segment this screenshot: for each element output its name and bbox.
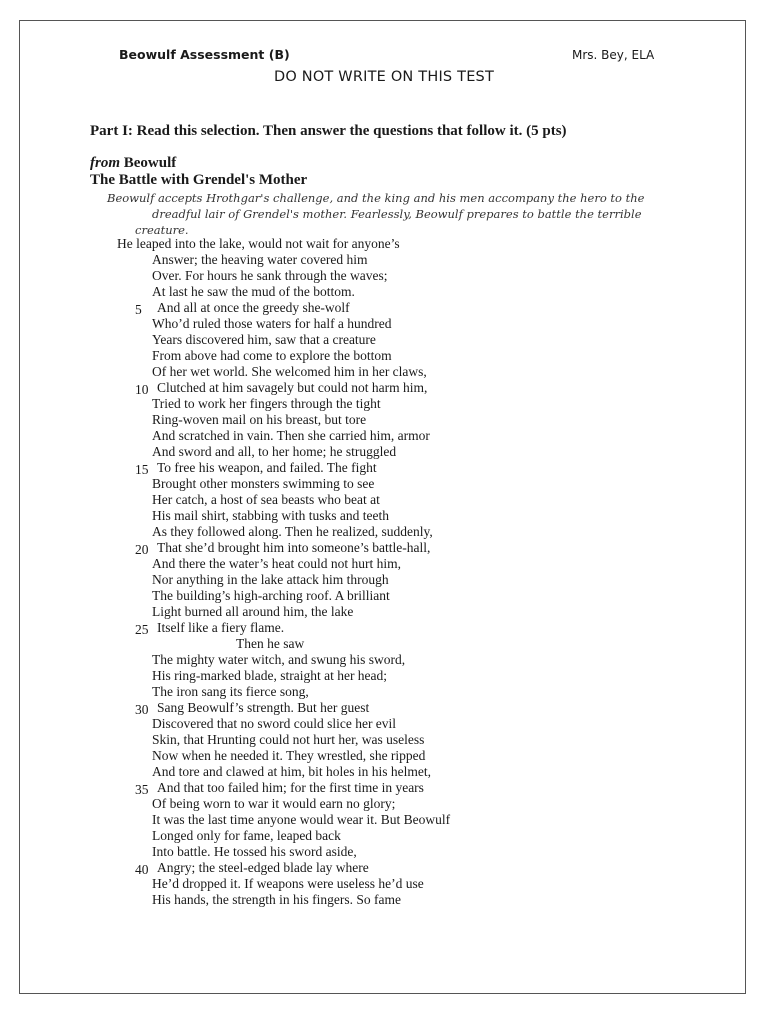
poem-line: And tore and clawed at him, bit holes in his helmet, bbox=[152, 764, 431, 779]
assessment-title: Beowulf Assessment (B) bbox=[119, 47, 290, 62]
poem-line: The mighty water witch, and swung his sword, bbox=[152, 652, 406, 667]
poem-line: Light burned all around him, the lake bbox=[152, 604, 354, 619]
poem-line: Longed only for fame, leaped back bbox=[152, 828, 341, 843]
intro-line: dreadful lair of Grendel's mother. Fearlessly, Beowulf prepares to battle the terrible bbox=[152, 207, 642, 221]
poem-line: His mail shirt, stabbing with tusks and teeth bbox=[152, 508, 389, 523]
poem-line: Answer; the heaving water covered him bbox=[152, 252, 368, 267]
line-number: 15 bbox=[135, 462, 149, 477]
poem-line: His ring-marked blade, straight at her head; bbox=[152, 668, 388, 683]
line-number: 40 bbox=[135, 862, 149, 877]
poem-line: As they followed along. Then he realized, suddenly, bbox=[152, 524, 433, 539]
poem-line: Nor anything in the lake attack him through bbox=[152, 572, 389, 587]
poem-line: Ring-woven mail on his breast, but tore bbox=[152, 412, 367, 427]
poem-line: He leaped into the lake, would not wait for anyone’s bbox=[117, 236, 400, 251]
line-number: 5 bbox=[135, 302, 142, 317]
poem-line: Her catch, a host of sea beasts who beat at bbox=[152, 492, 380, 507]
poem-line: That she’d brought him into someone’s battle-hall, bbox=[157, 540, 431, 555]
poem-line: Now when he needed it. They wrestled, she ripped bbox=[152, 748, 426, 763]
poem-line: It was the last time anyone would wear it. But Beowulf bbox=[152, 812, 451, 827]
intro-line: creature. bbox=[135, 223, 189, 237]
part-one-instructions: Part I: Read this selection. Then answer the questions that follow it. (5 pts) bbox=[90, 123, 567, 139]
poem-line: Angry; the steel-edged blade lay where bbox=[157, 860, 369, 875]
line-number: 10 bbox=[135, 382, 149, 397]
line-number: 25 bbox=[135, 622, 149, 637]
poem-line: Skin, that Hrunting could not hurt her, was useless bbox=[152, 732, 425, 747]
poem-line: And there the water’s heat could not hurt him, bbox=[152, 556, 402, 571]
poem-line: Over. For hours he sank through the waves; bbox=[152, 268, 388, 283]
poem-line: To free his weapon, and failed. The fight bbox=[157, 460, 377, 475]
source-work: Beowulf bbox=[120, 155, 177, 171]
source-prefix: from bbox=[90, 155, 120, 171]
poem-line: From above had come to explore the bottom bbox=[152, 348, 392, 363]
poem-line: Years discovered him, saw that a creature bbox=[152, 332, 376, 347]
poem-line: And all at once the greedy she-wolf bbox=[157, 300, 350, 315]
poem-line: Tried to work her fingers through the tight bbox=[152, 396, 381, 411]
intro-summary bbox=[107, 190, 687, 238]
teacher-name: Mrs. Bey, ELA bbox=[572, 48, 655, 62]
poem-line: Into battle. He tossed his sword aside, bbox=[152, 844, 357, 859]
poem-line: The iron sang its fierce song, bbox=[152, 684, 309, 699]
poem-line: And that too failed him; for the first time in years bbox=[157, 780, 424, 795]
poem-line: Clutched at him savagely but could not harm him, bbox=[157, 380, 428, 395]
poem-line: At last he saw the mud of the bottom. bbox=[152, 284, 355, 299]
section-title: The Battle with Grendel's Mother bbox=[90, 172, 308, 188]
poem-line: Itself like a fiery flame. bbox=[157, 620, 285, 635]
poem-line: Then he saw bbox=[236, 636, 305, 651]
line-number: 35 bbox=[135, 782, 149, 797]
poem-line: The building’s high-arching roof. A brilliant bbox=[152, 588, 390, 603]
poem-line: Of being worn to war it would earn no glory; bbox=[152, 796, 396, 811]
poem-line: Discovered that no sword could slice her evil bbox=[152, 716, 397, 731]
do-not-write-warning: DO NOT WRITE ON THIS TEST bbox=[273, 69, 495, 85]
source-line bbox=[90, 155, 176, 172]
poem-line: Who’d ruled those waters for half a hundred bbox=[152, 316, 392, 331]
poem-line: And scratched in vain. Then she carried him, armor bbox=[152, 428, 430, 443]
intro-line: Beowulf accepts Hrothgar's challenge, and the king and his men accompany the hero to the bbox=[107, 191, 645, 205]
poem-line: Sang Beowulf’s strength. But her guest bbox=[157, 700, 370, 715]
line-number: 20 bbox=[135, 542, 149, 557]
poem-line: Brought other monsters swimming to see bbox=[152, 476, 375, 491]
poem-line: Of her wet world. She welcomed him in her claws, bbox=[152, 364, 427, 379]
poem-line: And sword and all, to her home; he struggled bbox=[152, 444, 397, 459]
line-number: 30 bbox=[135, 702, 149, 717]
poem-line: His hands, the strength in his fingers. So fame bbox=[152, 892, 401, 907]
poem-line: He’d dropped it. If weapons were useless he’d use bbox=[152, 876, 424, 891]
